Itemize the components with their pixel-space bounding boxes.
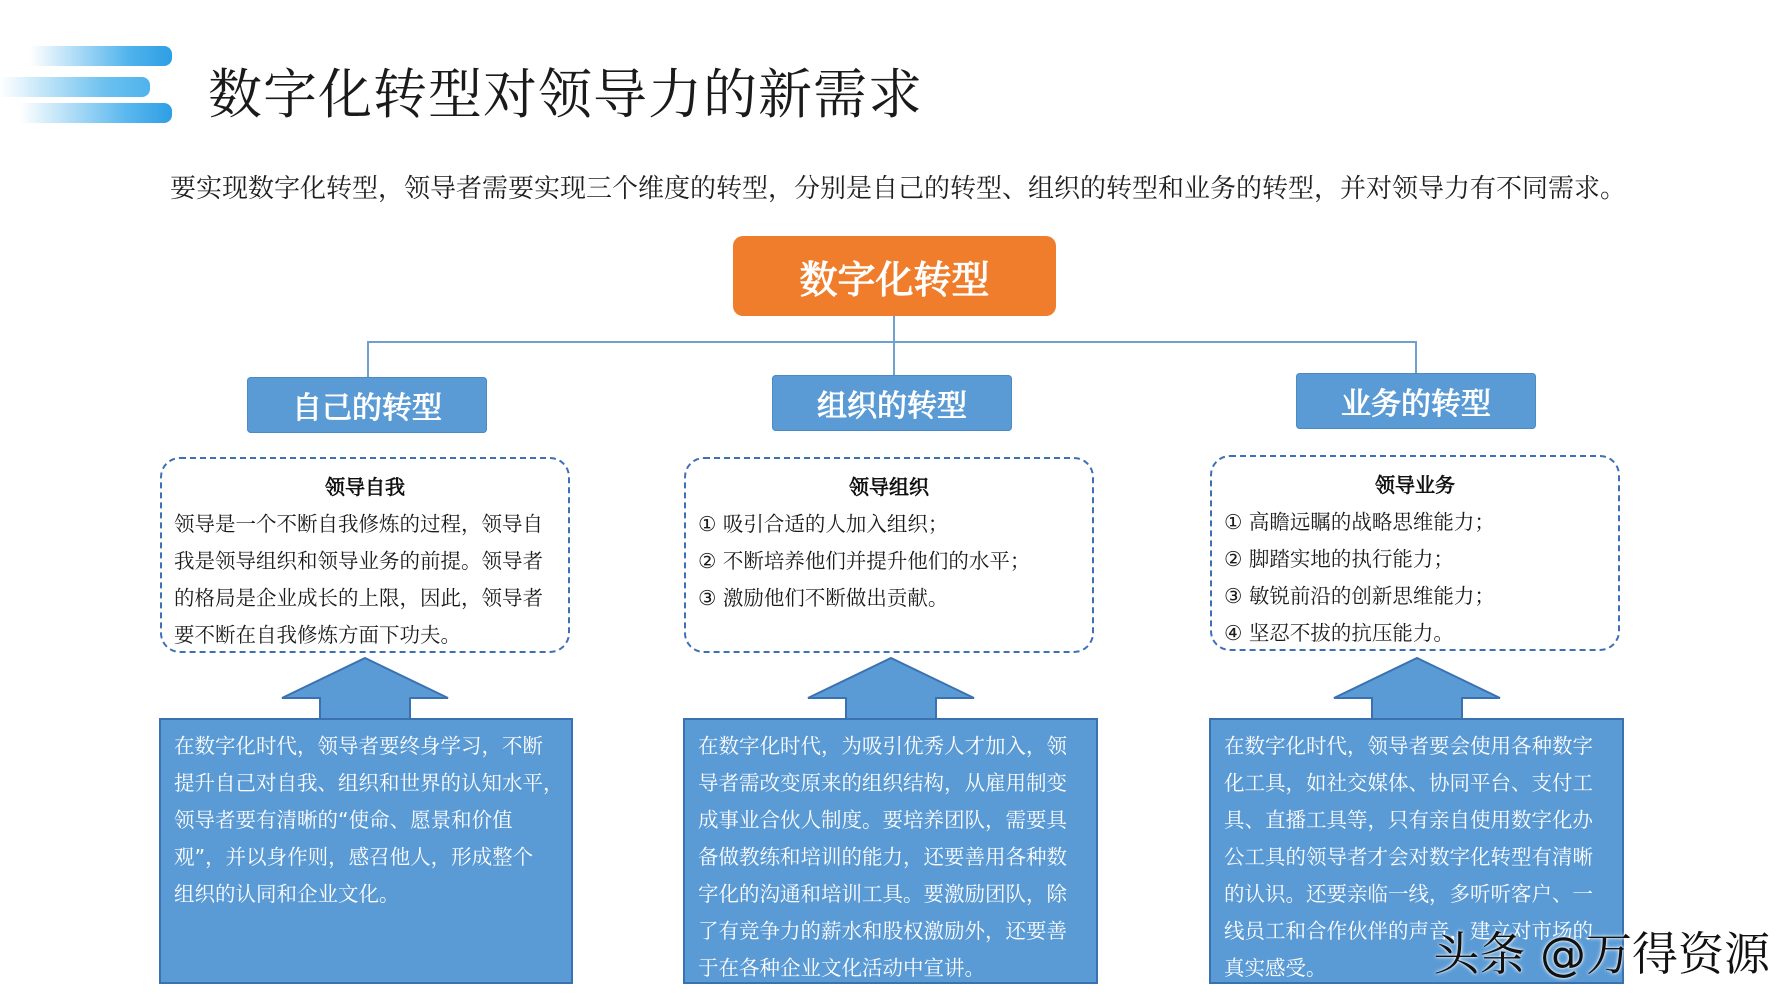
header-stripe-icon — [20, 103, 172, 123]
branch-card-org — [684, 457, 1094, 653]
card-line: 领导是一个不断自我修炼的过程，领导自 — [174, 512, 543, 536]
note-line: 导者需改变原来的组织结构，从雇用制变 — [698, 771, 1067, 795]
note-line: 观”，并以身作则，感召他人，形成整个 — [174, 845, 534, 869]
branch-label-self: 自己的转型 — [247, 377, 487, 433]
connector-right-down — [1415, 341, 1417, 375]
note-line: 组织的认同和企业文化。 — [174, 882, 400, 906]
watermark: 头条 @万得资源 — [1433, 927, 1770, 981]
connector-root-down — [893, 316, 895, 378]
note-line: 公工具的领导者才会对数字化转型有清晰 — [1224, 845, 1593, 869]
header-stripe-icon — [0, 77, 150, 97]
connector-left-down — [367, 341, 369, 377]
up-arrow-icon — [1332, 656, 1502, 720]
intro-text: 要实现数字化转型，领导者需要实现三个维度的转型，分别是自己的转型、组织的转型和业务的转型，并对领导力有不同需求。 — [170, 174, 1627, 204]
note-line: 于在各种企业文化活动中宣讲。 — [698, 956, 985, 980]
note-line: 在数字化时代，为吸引优秀人才加入，领 — [698, 734, 1067, 758]
note-line: 的认识。还要亲临一线，多听听客户、一 — [1224, 882, 1593, 906]
card-title: 领导组织 — [849, 475, 929, 499]
note-line: 备做教练和培训的能力，还要善用各种数 — [698, 845, 1067, 869]
branch-note-self — [159, 718, 573, 984]
branch-label-business: 业务的转型 — [1296, 373, 1536, 429]
branch-label-org: 组织的转型 — [772, 375, 1012, 431]
branch-card-self — [160, 457, 570, 653]
card-line: ③ 激励他们不断做出贡献。 — [698, 586, 949, 610]
up-arrow-icon — [280, 656, 450, 720]
connector-horizontal — [367, 341, 1417, 343]
note-line: 领导者要有清晰的“使命、愿景和价值 — [174, 808, 513, 832]
card-title: 领导自我 — [325, 475, 405, 499]
note-line: 具、直播工具等，只有亲自使用数字化办 — [1224, 808, 1593, 832]
card-line: 我是领导组织和领导业务的前提。领导者 — [174, 549, 543, 573]
branch-card-business — [1210, 455, 1620, 651]
card-line: ① 吸引合适的人加入组织； — [698, 512, 949, 536]
note-line: 字化的沟通和培训工具。要激励团队，除 — [698, 882, 1067, 906]
note-line: 在数字化时代，领导者要终身学习，不断 — [174, 734, 543, 758]
note-line: 化工具，如社交媒体、协同平台、支付工 — [1224, 771, 1593, 795]
note-line: 真实感受。 — [1224, 956, 1327, 980]
note-line: 提升自己对自我、组织和世界的认知水平， — [174, 771, 564, 795]
card-line: ② 脚踏实地的执行能力； — [1224, 547, 1454, 571]
card-line: ③ 敏锐前沿的创新思维能力； — [1224, 584, 1495, 608]
card-line: ① 高瞻远瞩的战略思维能力； — [1224, 510, 1495, 534]
header-stripe-icon — [30, 46, 172, 66]
note-line: 成事业合伙人制度。要培养团队，需要具 — [698, 808, 1067, 832]
card-line: 要不断在自我修炼方面下功夫。 — [174, 623, 461, 647]
root-node: 数字化转型 — [733, 236, 1056, 316]
card-line: 的格局是企业成长的上限，因此，领导者 — [174, 586, 543, 610]
page-title: 数字化转型对领导力的新需求 — [208, 63, 923, 126]
branch-note-org — [683, 718, 1098, 984]
up-arrow-icon — [806, 656, 976, 720]
note-line: 线员工和合作伙伴的声音，建立对市场的 — [1224, 919, 1593, 943]
note-line: 在数字化时代，领导者要会使用各种数字 — [1224, 734, 1593, 758]
card-line: ② 不断培养他们并提升他们的水平； — [698, 549, 1031, 573]
note-line: 了有竞争力的薪水和股权激励外，还要善 — [698, 919, 1067, 943]
card-line: ④ 坚忍不拔的抗压能力。 — [1224, 621, 1454, 645]
card-title: 领导业务 — [1375, 473, 1455, 497]
